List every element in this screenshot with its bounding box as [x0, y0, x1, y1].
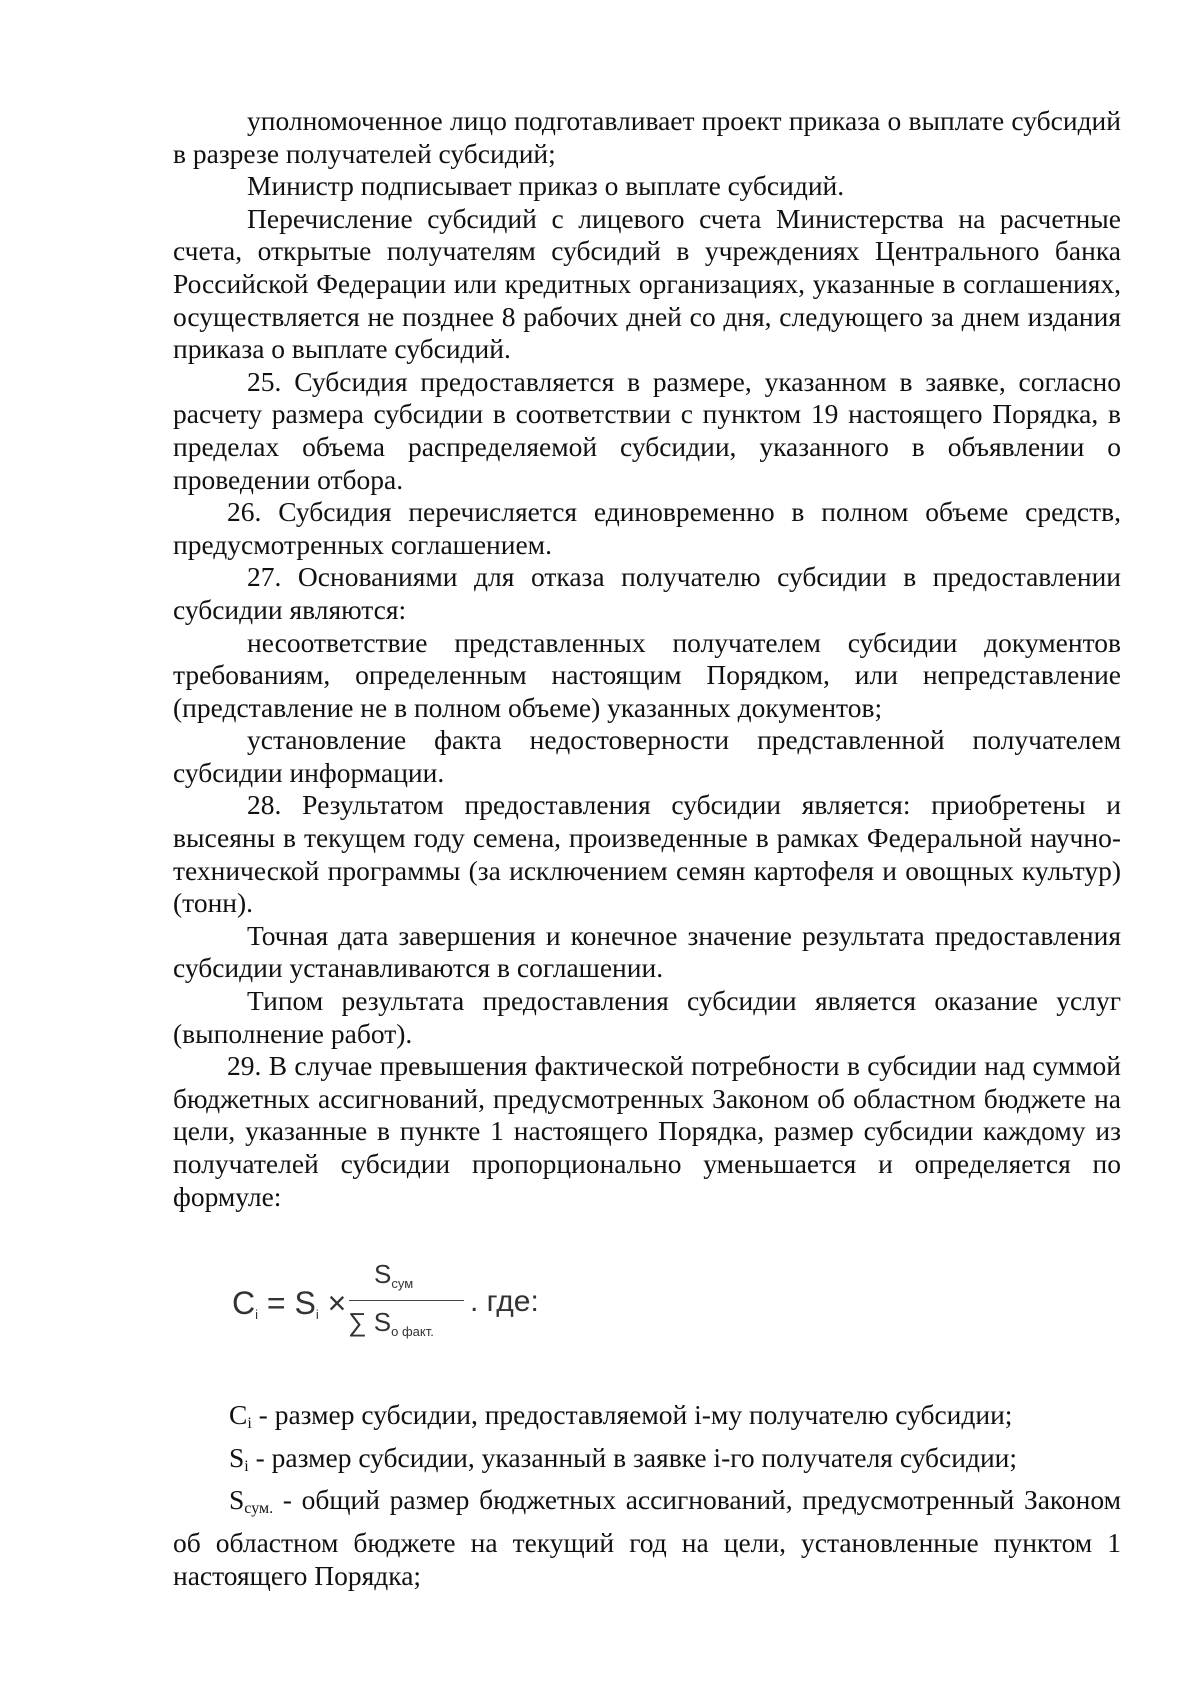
sum-sign: ∑: [348, 1307, 367, 1337]
paragraph: установление факта недостоверности представленной получателем субсидии информации.: [173, 724, 1121, 788]
paragraph: Министр подписывает приказ о выплате субсидий.: [247, 170, 845, 202]
numerator-symbol: S: [374, 1259, 392, 1289]
formula-lhs: [232, 1285, 346, 1322]
paragraph: Точная дата завершения и конечное значение результата предоставления субсидии устанавливаются в соглашении.: [173, 919, 1121, 984]
definition-subscript: сум.: [244, 1500, 274, 1517]
definition-item: [173, 1441, 1121, 1484]
definition-text: - размер субсидии, предоставляемой i-му получателю субсидии;: [251, 1399, 1013, 1430]
definition-text: - размер субсидии, указанный в заявке i-го получателя субсидии;: [248, 1441, 1018, 1473]
definition-item: [173, 1483, 1121, 1593]
paragraph: уполномоченное лицо подготавливает проект приказа о выплате субсидий в разрезе получателей субсидий;: [173, 105, 1121, 169]
paragraph: Типом результата предоставления субсидии является оказание услуг (выполнение работ).: [173, 985, 1121, 1049]
formula-c-symbol: C: [232, 1285, 256, 1321]
formula-s-subscript: i: [315, 1307, 319, 1322]
definition-text: - общий размер бюджетных ассигнований, предусмотренный Законом об областном бюджете на текущий год на цели, установленные пунктом 1 настоящего Порядка;: [173, 1484, 1121, 1591]
definition-item: [173, 1398, 1121, 1441]
definition-subscript: i: [244, 1457, 249, 1475]
subsidy-formula: [232, 1255, 592, 1355]
formula-where: . где:: [470, 1285, 539, 1318]
formula-times: ×: [327, 1285, 347, 1321]
formula-numerator: [374, 1259, 413, 1291]
definition-symbol: S: [229, 1441, 245, 1473]
paragraph-item-27: 27. Основаниями для отказа получателю субсидии в предоставлении субсидии являются:: [173, 561, 1121, 625]
definition-subscript: i: [247, 1415, 252, 1432]
paragraph-item-29: 29. В случае превышения фактической потребности в субсидии над суммой бюджетных ассигнований, предусмотренных Законом об областном бюджете на цели, указанные в пункте 1 настоящего Порядка, размер субсидии каждому из получателей субсидии пропорционально уменьшается и определяется по формуле:: [173, 1050, 1121, 1212]
definition-symbol: C: [229, 1399, 248, 1430]
definitions-list: [173, 1398, 1121, 1593]
denominator-subscript: о факт.: [391, 1324, 434, 1339]
paragraph-item-25: 25. Субсидия предоставляется в размере, указанном в заявке, согласно расчету размера субсидии в соответствии с пунктом 19 настоящего Порядка, в пределах объема распределяемой субсидии, указанного в объявлении о проведении отбора.: [173, 365, 1121, 495]
numerator-subscript: сум: [391, 1276, 414, 1291]
formula-c-subscript: i: [255, 1307, 258, 1322]
definition-symbol: S: [229, 1484, 245, 1515]
body-text: [173, 105, 1121, 1213]
denominator-symbol: S: [373, 1307, 392, 1337]
formula-denominator: [348, 1307, 434, 1339]
paragraph-item-28: 28. Результатом предоставления субсидии является: приобретены и высеяны в текущем году семена, произведенные в рамках Федеральной научно-технической программы (за исключением семян картофеля и овощных культур) (тонн).: [173, 789, 1121, 919]
paragraph: Перечисление субсидий с лицевого счета Министерства на расчетные счета, открытые получателям субсидий в учреждениях Центрального банка Российской Федерации или кредитных организациях, указанные в соглашениях, осуществляется не позднее 8 рабочих дней со дня, следующего за днем издания приказа о выплате субсидий.: [173, 202, 1121, 365]
paragraph: несоответствие представленных получателем субсидии документов требованиям, определенным настоящим Порядком, или непредставление (представление не в полном объеме) указанных документов;: [173, 626, 1121, 723]
paragraph-item-26: 26. Субсидия перечисляется единовременно в полном объеме средств, предусмотренных соглашением.: [173, 496, 1121, 560]
fraction-bar: [349, 1300, 464, 1301]
formula-equals: =: [266, 1285, 286, 1321]
formula-s-symbol: S: [294, 1285, 316, 1321]
